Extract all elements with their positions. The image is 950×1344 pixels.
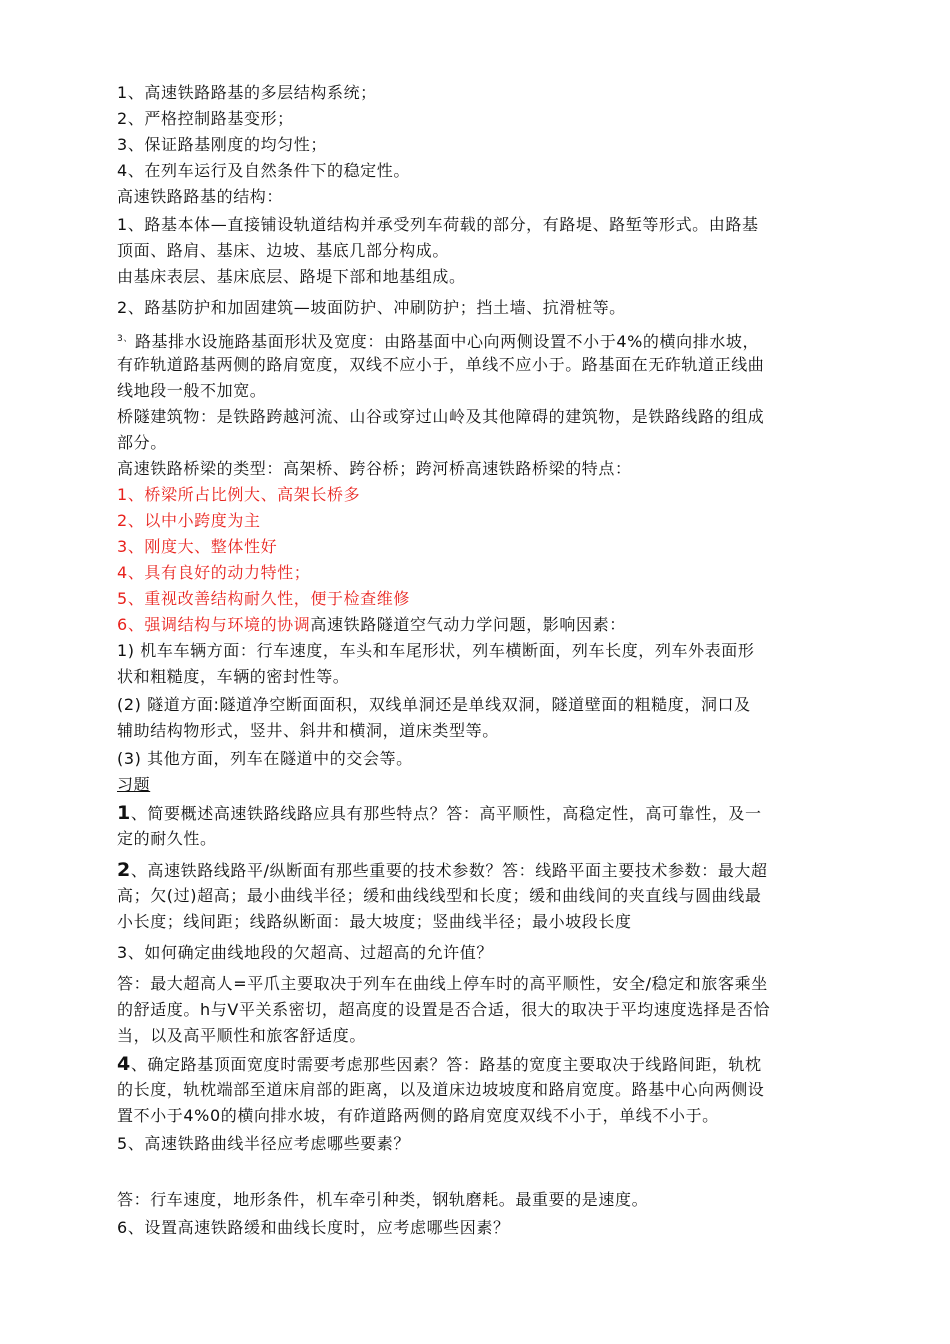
tunnel-factor-3: (3) 其他方面，列车在隧道中的交会等。 [117,749,413,768]
bridge-tunnel-line: 桥隧建筑物：是铁路跨越河流、山谷或穿过山岭及其他障碍的建筑物，是铁路线路的组成 [117,407,765,426]
bridge-feature-6: 6、强调结构与环境的协调 [117,615,311,634]
structure-item-3: 有砟轨道路基两侧的路肩宽度，双线不应小于，单线不应小于。路基面在无砟轨道正线曲 [117,355,765,374]
tunnel-factor-1: 状和粗糙度，车辆的密封性等。 [117,667,350,686]
item-3-number: 3、 [117,334,133,344]
feature-line: 2、严格控制路基变形； [117,109,294,128]
tunnel-factor-1: 1) 机车车辆方面：行车速度，车头和车尾形状，列车横断面，列车长度，列车外表面形 [117,641,755,660]
bridge-feature: 5、重视改善结构耐久性，便于检查维修 [117,589,410,608]
structure-item-2: 2、路基防护和加固建筑—坡面防护、冲刷防护；挡土墙、抗滑桩等。 [117,298,626,317]
question-4: 的长度，轨枕端部至道床肩部的距离，以及道床边坡坡度和路肩宽度。路基中心向两侧设 [117,1080,765,1099]
question-4: 置不小于4%0的横向排水坡，有砟道路两侧的路肩宽度双线不小于，单线不小于。 [117,1106,719,1125]
feature-line: 1、高速铁路路基的多层结构系统； [117,83,377,102]
answer-3: 当，以及高平顺性和旅客舒适度。 [117,1026,367,1045]
feature-line: 4、在列车运行及自然条件下的稳定性。 [117,161,410,180]
question-1: 定的耐久性。 [117,829,217,848]
structure-item-1: 由基床表层、基床底层、路堤下部和地基组成。 [117,267,466,286]
q2-text: 、高速铁路线路平/纵断面有那些重要的技术参数？答：线路平面主要技术参数：最大超 [130,861,768,880]
bridge-feature: 2、以中小跨度为主 [117,511,261,530]
q4-number: 4 [117,1053,131,1075]
document-page [117,80,833,1241]
structure-heading: 高速铁路路基的结构： [117,187,284,206]
answer-3: 的舒适度。h与V平关系密切，超高度的设置是否合适，很大的取决于平均速度选择是否恰 [117,1000,771,1019]
question-3: 3、如何确定曲线地段的欠超高、过超高的允许值？ [117,943,493,962]
feature-line: 3、保证路基刚度的均匀性； [117,135,327,154]
bridge-feature: 1、桥梁所占比例大、高架长桥多 [117,485,361,504]
tunnel-factor-2: (2) 隧道方面:隧道净空断面面积，双线单洞还是单线双洞，隧道壁面的粗糙度，洞口及 [117,695,751,714]
q1-text: 、简要概述高速铁路线路应具有那些特点？答：高平顺性，高稳定性，高可靠性，及一 [130,804,762,823]
exercises-heading: 习题 [117,775,151,794]
q2-number: 2 [117,859,131,881]
bridge-tunnel-line: 高速铁路桥梁的类型：高架桥、跨谷桥；跨河桥高速铁路桥梁的特点： [117,459,632,478]
q1-number: 1 [117,802,131,824]
bridge-tunnel-line: 部分。 [117,433,167,452]
question-2 [117,857,833,883]
bridge-feature-6-line [117,612,833,638]
question-1 [117,800,833,826]
tunnel-factor-2: 辅助结构物形式，竖井、斜井和横洞，道床类型等。 [117,721,499,740]
q4-text: 、确定路基顶面宽度时需要考虑那些因素？答：路基的宽度主要取决于线路间距，轨枕 [130,1055,762,1074]
question-2: 小长度；线间距；线路纵断面：最大坡度；竖曲线半径；最小坡段长度 [117,912,632,931]
item-3-text: 路基排水设施路基面形状及宽度：由路基面中心向两侧设置不小于4%的横向排水坡， [134,332,760,351]
structure-item-1: 1、路基本体—直接铺设轨道结构并承受列车荷载的部分，有路堤、路堑等形式。由路基 [117,215,759,234]
answer-5: 答：行车速度，地形条件，机车牵引种类，钢轨磨耗。最重要的是速度。 [117,1190,649,1209]
bridge-feature: 4、具有良好的动力特性； [117,563,311,582]
answer-3: 答：最大超高人=平爪主要取决于列车在曲线上停车时的高平顺性，安全/稳定和旅客乘坐 [117,974,768,993]
question-5: 5、高速铁路曲线半径应考虑哪些要素？ [117,1134,410,1153]
structure-item-1: 顶面、路肩、基床、边坡、基底几部分构成。 [117,241,450,260]
question-2: 高；欠(过)超高；最小曲线半径；缓和曲线线型和长度；缓和曲线间的夹直线与圆曲线最 [117,886,762,905]
question-4 [117,1051,833,1077]
structure-item-3: 线地段一般不加宽。 [117,381,267,400]
question-6: 6、设置高速铁路缓和曲线长度时，应考虑哪些因素？ [117,1218,510,1237]
bridge-feature: 3、刚度大、整体性好 [117,537,278,556]
tunnel-heading: 高速铁路隧道空气动力学问题，影响因素： [310,615,626,634]
structure-item-3 [117,326,833,352]
